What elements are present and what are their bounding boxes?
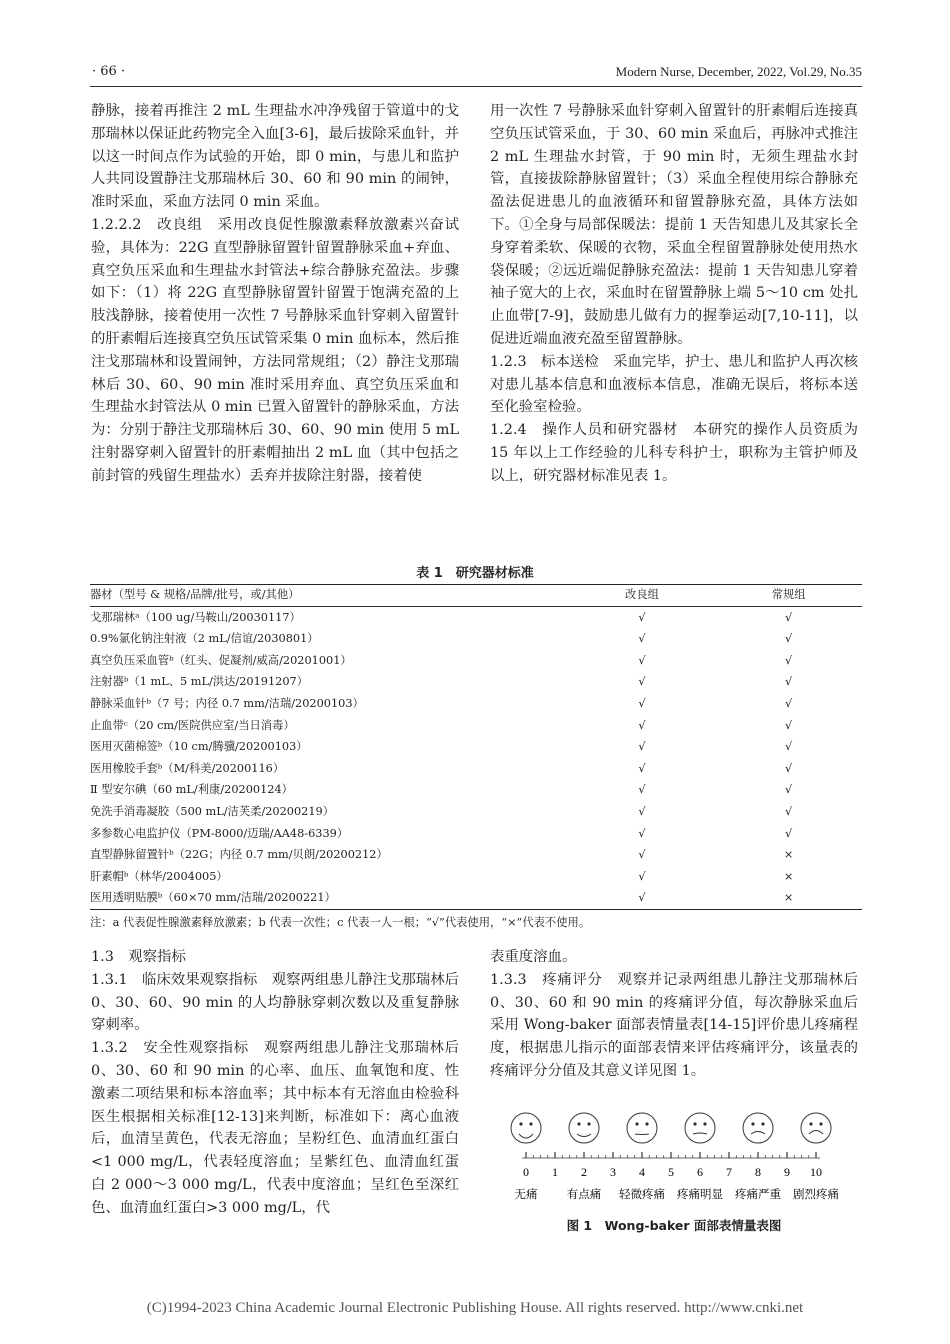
scale-number: 8 (755, 1165, 761, 1179)
footer-copyright: (C)1994-2023 China Academic Journal Electronic Publishing House. All rights reserved. http://www.cnki.net (146, 1300, 804, 1316)
scale-number: 3 (610, 1165, 616, 1179)
header-rule (90, 86, 862, 87)
table-header-row (90, 585, 862, 607)
table-cell-mark: √ (638, 675, 646, 689)
paragraph: 1.3.1 临床效果观察指标 观察两组患儿静注戈那瑞林后 0、30、60、90 min 的人均静脉穿刺次数以及重复静脉穿刺率。 (91, 971, 459, 1034)
table-cell-item: 医用透明贴膜ᵇ（60×70 mm/洁瑞/20200221） (90, 888, 569, 910)
table-cell-mark: √ (638, 804, 646, 818)
table-row (90, 888, 862, 910)
paragraph: 用一次性 7 号静脉采血针穿刺入留置针的肝素帽后连接真空负压试管采血，于 30、60 min 采血后，再脉冲式推注 2 mL 生理盐水封管，于 90 min 时，无须生理盐水封管，直接拔除静脉留置针；（3）采血全程使用综合静脉充盈法促进患儿的血液循环和留置静脉充盈，具体方法如下。①全身与局部保暖法：提前 1 天告知患儿及其家长全身穿着柔软、保暖的衣物，采血全程留置静脉处使用热水袋保暖；②远近端促静脉充盈法：提前 1 天告知患儿穿着袖子宽大的上衣，采血时在留置静脉上端 5～10 cm 处扎止血带[7-9]，鼓励患儿做有力的握拳运动[7,10-11]，以促进近端血液充盈至留置静脉。 (490, 103, 858, 347)
right-column-top (490, 100, 858, 488)
paragraph: 1.2.2.2 改良组 采用改良促性腺激素释放激素兴奋试验，具体为：22G 直型静脉留置针留置静脉采血+弃血、真空负压采血和生理盐水封管法+综合静脉充盈法。步骤如下：（1）将 22G 直型静脉留置针留置于饱满充盈的上肢浅静脉，接着使用一次性 7 号静脉采血针穿刺入留置针的肝素帽后连接真空负压试管采集 0 min 血标本，然后推注戈那瑞林和设置闹钟，方法同常规组；（2）静注戈那瑞林后 30、60、90 min 准时采用弃血、真空负压采血和生理盐水封管法从 0 min 已置入留置针的静脉采血，方法为：分别于静注戈那瑞林后 30、60、90 min 使用 5 mL 注射器穿刺入留置针的肝素帽抽出 2 mL 血（其中包括之前封管的残留生理盐水）丢弃并拔除注射器，接着使 (91, 216, 459, 484)
left-column-top (91, 100, 459, 488)
table-cell-mark: √ (569, 888, 716, 910)
paragraph: 1.3.2 安全性观察指标 观察两组患儿静注戈那瑞林后 0、30、60 和 90 min 的心率、血压、血氧饱和度、性激素二项结果和标本溶血率；其中标本有无溶血由检验科医生根据相关标准[12-13]来判断，标准如下：离心血液后，血清呈黄色，代表无溶血；呈粉红色、血清血红蛋白<1 000 mg/L，代表轻度溶血；呈紫红色、血清血红蛋白 2 000～3 000 mg/L，代表中度溶血；呈红色至深红色、血清血红蛋白>3 000 mg/L，代 (91, 1040, 459, 1216)
table-cell-item: 止血带ᶜ（20 cm/医院供应室/当日消毒） (90, 718, 295, 732)
table-row (90, 715, 862, 737)
face-icon (801, 1113, 831, 1143)
scale-number: 10 (810, 1165, 822, 1179)
table-cell-item: Ⅱ 型安尔碘（60 mL/利康/20200124） (90, 783, 293, 797)
scale-number: 0 (523, 1165, 529, 1179)
figure-caption: 图 1 Wong-baker 面部表情量表图 (566, 1218, 782, 1233)
scale-number: 4 (639, 1165, 645, 1179)
page-number: · 66 · (92, 64, 126, 79)
table-row (90, 672, 862, 694)
scale-number: 1 (552, 1165, 558, 1179)
table-cell-item: 多参数心电监护仪（PM-8000/迈瑞/AA48-6339） (90, 826, 349, 840)
table-cell-mark: √ (785, 718, 793, 732)
table-cell-mark: √ (785, 632, 793, 646)
table-cell-mark: × (715, 888, 862, 910)
face-icon (511, 1113, 541, 1143)
table-row (90, 845, 862, 867)
paragraph: 1.3 观察指标 (91, 949, 186, 965)
face-icon (685, 1113, 715, 1143)
pain-label: 疼痛严重 (735, 1187, 781, 1201)
pain-label: 有点痛 (566, 1187, 602, 1201)
table-row (90, 650, 862, 672)
table-cell-mark: √ (638, 869, 646, 883)
table-cell-item: 直型静脉留置针ᵇ（22G；内径 0.7 mm/贝朗/20200212） (90, 848, 388, 862)
table-cell-item: 医用灭菌棉签ᵇ（10 cm/腾骥/20200103） (90, 740, 308, 754)
table-cell-item: 注射器ᵇ（1 mL、5 mL/洪达/20191207） (90, 675, 308, 689)
table-cell-mark: √ (638, 826, 646, 840)
paragraph: 静脉，接着再推注 2 mL 生理盐水冲净残留于管道中的戈那瑞林以保证此药物完全入血[3-6]，最后拔除采血针，并以这一时间点作为试验的开始，即 0 min，与患儿和监护人共同设置静注戈那瑞林后 30、60 和 90 min 的闹钟，准时采血，采血方法同 0 min 采血。 (91, 103, 459, 211)
face-icon (743, 1113, 773, 1143)
pain-label: 剧烈疼痛 (793, 1187, 839, 1201)
wong-baker-scale-figure (490, 1106, 858, 1216)
table-note: 注：a 代表促性腺激素释放激素；b 代表一次性；c 代表一人一根；“√”代表使用，“×”代表不使用。 (90, 916, 591, 929)
table-cell-mark: √ (638, 653, 646, 667)
scale-number: 9 (784, 1165, 790, 1179)
table-cell-mark: √ (785, 675, 793, 689)
left-column-bottom (91, 946, 459, 1220)
table-header: 改良组 (569, 585, 716, 607)
table-cell-mark: √ (785, 804, 793, 818)
table-row (90, 737, 862, 759)
pain-label: 轻微疼痛 (619, 1187, 665, 1201)
table-cell-mark: √ (638, 610, 646, 624)
table-cell-mark: × (783, 869, 794, 883)
table-cell-mark: √ (785, 653, 793, 667)
table-cell-mark: √ (785, 696, 793, 710)
table-header: 常规组 (715, 585, 862, 607)
table-cell-mark: √ (638, 718, 646, 732)
table-cell-mark: √ (785, 826, 793, 840)
table-cell-mark: √ (785, 610, 793, 624)
table-caption: 表 1 研究器材标准 (416, 566, 534, 581)
table-cell-item: 静脉采血针ᵇ（7 号；内径 0.7 mm/洁瑞/20200103） (90, 696, 364, 710)
equipment-table (90, 584, 862, 910)
journal-header: Modern Nurse, December, 2022, Vol.29, No.35 (615, 64, 862, 79)
face-icon (569, 1113, 599, 1143)
table-cell-mark: √ (638, 761, 646, 775)
table-row (90, 758, 862, 780)
table-row (90, 866, 862, 888)
table-cell-mark: √ (785, 740, 793, 754)
table-row (90, 801, 862, 823)
table-row (90, 823, 862, 845)
table-cell-mark: √ (785, 783, 793, 797)
scale-number: 6 (697, 1165, 703, 1179)
paragraph: 表重度溶血。 (490, 949, 577, 965)
table-cell-mark: √ (638, 783, 646, 797)
table-row (90, 780, 862, 802)
scale-number: 7 (726, 1165, 732, 1179)
table-cell-mark: √ (638, 848, 646, 862)
paragraph: 1.2.3 标本送检 采血完毕，护士、患儿和监护人再次核对患儿基本信息和血液标本信息，准确无误后，将标本送至化验室检验。 (490, 353, 858, 416)
face-icon (627, 1113, 657, 1143)
table-cell-mark: √ (785, 761, 793, 775)
table-cell-item: 真空负压采血管ᵇ（红头、促凝剂/威高/20201001） (90, 653, 352, 667)
table-cell-mark: √ (638, 696, 646, 710)
table-cell-item: 戈那瑞林ᵃ（100 ug/马鞍山/20030117） (90, 610, 301, 624)
table-cell-mark: √ (638, 740, 646, 754)
table-cell-item: 0.9%氯化钠注射液（2 mL/信谊/2030801） (90, 632, 319, 646)
table-row (90, 693, 862, 715)
pain-label: 无痛 (514, 1187, 538, 1201)
table-row (90, 629, 862, 651)
paragraph: 1.3.3 疼痛评分 观察并记录两组患儿静注戈那瑞林后 0、30、60 和 90 min 的疼痛评分值，每次静脉采血后采用 Wong-baker 面部表情量表[14-15]评价患儿疼痛程度，根据患儿指示的面部表情来评估疼痛评分，该量表的疼痛评分分值及其意义详见图 1。 (490, 971, 858, 1079)
table-cell-item: 免洗手消毒凝胶（500 mL/洁芙柔/20200219） (90, 804, 335, 818)
table-header: 器材（型号 & 规格/品牌/批号，或/其他） (90, 585, 569, 607)
table-cell-item: 医用橡胶手套ᵇ（M/科美/20200116） (90, 761, 285, 775)
paragraph: 1.2.4 操作人员和研究器材 本研究的操作人员资质为 15 年以上工作经验的儿科专科护士，职称为主管护师及以上，研究器材标准见表 1。 (490, 422, 858, 484)
table-cell-mark: √ (638, 632, 646, 646)
right-column-bottom (490, 946, 858, 1083)
scale-number: 2 (581, 1165, 587, 1179)
table-cell-mark: × (783, 848, 794, 862)
pain-label: 疼痛明显 (677, 1187, 723, 1201)
scale-number: 5 (668, 1165, 674, 1179)
table-row (90, 607, 862, 629)
table-cell-item: 肝素帽ᵇ（林华/2004005） (90, 869, 228, 883)
